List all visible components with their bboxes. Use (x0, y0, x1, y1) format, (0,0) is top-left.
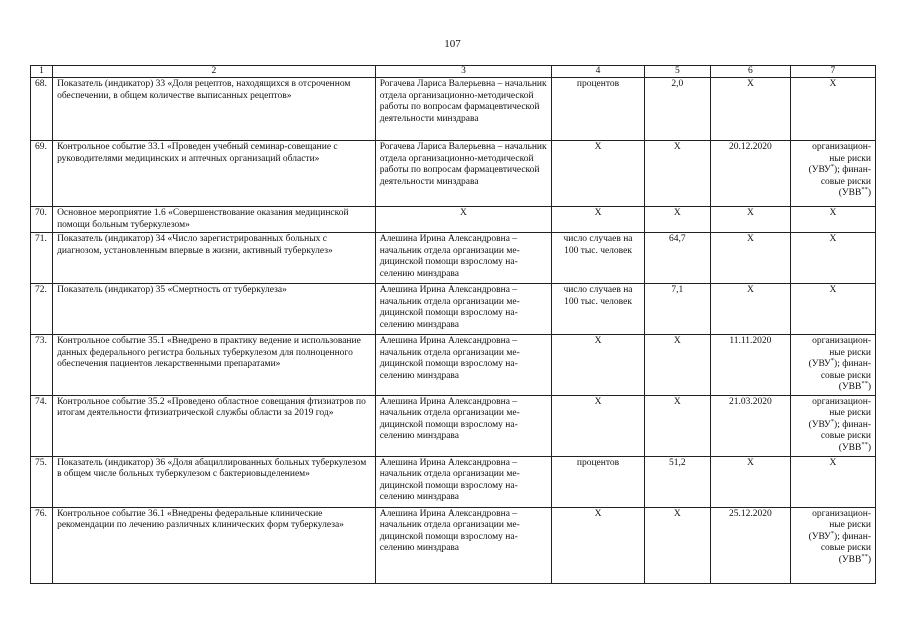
table-row (31, 78, 876, 141)
risk-line: (УВВ**) (838, 552, 871, 565)
row-unit: X (552, 141, 644, 207)
risk-line: (УВУ*); финан- (808, 356, 871, 369)
row-number: 70. (31, 207, 53, 233)
row-risk: X (790, 456, 875, 507)
risk-line: совые риски (820, 431, 871, 441)
row-responsible: Алешина Ирина Александровна – начальник отдела организации медицинской помощи взрослому населению минздрава (375, 507, 552, 583)
risk-line: совые риски (820, 370, 871, 381)
row-name: Контрольное событие 33.1 «Проведен учебный семинар-совещание с руководителями медицинских и аптечных организаций области» (53, 141, 376, 207)
table-row (31, 507, 876, 583)
column-header: 7 (790, 66, 875, 78)
column-header: 3 (375, 66, 552, 78)
row-value: X (644, 335, 710, 396)
risk-line: (УВУ*); финан- (808, 162, 871, 175)
row-responsible: Рогачева Лариса Валерьевна – начальник отдела организационно-методической работы по вопросам фармацевтической деятельности минздрава (375, 141, 552, 207)
row-name: Контрольное событие 35.1 «Внедрено в практику ведение и использование данных федерального регистра больных туберкулезом для полноценного обеспечения пациентов лекарственными препаратами» (53, 335, 376, 396)
risk-line: организацион- (812, 142, 871, 152)
risk-line: организацион- (812, 336, 871, 346)
row-unit: X (552, 335, 644, 396)
row-number: 68. (31, 78, 53, 141)
column-header: 6 (710, 66, 790, 78)
risk-line: совые риски (820, 176, 871, 187)
row-name: Показатель (индикатор) 34 «Число зарегистрированных больных с диагнозом, установленным впервые в жизни, активный туберкулез» (53, 233, 376, 284)
row-unit: процентов (552, 78, 644, 141)
risk-line: ные риски (829, 408, 871, 418)
column-header: 4 (552, 66, 644, 78)
risk-line: ные риски (829, 153, 871, 164)
column-header: 1 (31, 66, 53, 78)
row-number: 73. (31, 335, 53, 396)
table-row (31, 395, 876, 456)
row-value: 7,1 (644, 284, 710, 335)
row-number: 76. (31, 507, 53, 583)
table-row (31, 456, 876, 507)
risk-line: организацион- (812, 508, 871, 519)
row-date: 25.12.2020 (710, 507, 790, 583)
row-number: 69. (31, 141, 53, 207)
row-number: 72. (31, 284, 53, 335)
row-name: Показатель (индикатор) 33 «Доля рецептов, находящихся в отсроченном обеспечении, в общем количестве выписанных рецептов» (53, 78, 376, 141)
row-risk: X (790, 233, 875, 284)
row-responsible: Алешина Ирина Александровна – начальник отдела организации медицинской помощи взрослому населению минздрава (375, 284, 552, 335)
row-responsible: Алешина Ирина Александровна – начальник отдела организации медицинской помощи взрослому населению минздрава (375, 456, 552, 507)
row-risk: X (790, 78, 875, 141)
page-number: 107 (444, 38, 461, 50)
row-unit: число случаев на 100 тыс. человек (552, 233, 644, 284)
indicators-table (30, 65, 876, 584)
row-name: Контрольное событие 35.2 «Проведено областное совещания фтизиатров по итогам деятельности фтизиатрической службы области за 2019 год» (53, 395, 376, 456)
row-value: 64,7 (644, 233, 710, 284)
risk-line: ные риски (829, 347, 871, 358)
row-value: X (644, 207, 710, 233)
risk-line: (УВВ**) (838, 185, 871, 198)
row-date: 11.11.2020 (710, 335, 790, 396)
row-risk (790, 507, 875, 583)
row-value: X (644, 507, 710, 583)
row-number: 75. (31, 456, 53, 507)
risk-line: (УВВ**) (838, 440, 871, 453)
row-value: X (644, 395, 710, 456)
row-risk: X (790, 284, 875, 335)
row-date: 20.12.2020 (710, 141, 790, 207)
table-header-row (31, 66, 876, 78)
table-row (31, 284, 876, 335)
row-number: 74. (31, 395, 53, 456)
row-name: Показатель (индикатор) 35 «Смертность от туберкулеза» (53, 284, 376, 335)
row-date: X (710, 78, 790, 141)
row-unit: процентов (552, 456, 644, 507)
row-responsible: Алешина Ирина Александровна – начальник отдела организации медицинской помощи взрослому населению минздрава (375, 395, 552, 456)
row-responsible: Алешина Ирина Александровна – начальник отдела организации медицинской помощи взрослому населению минздрава (375, 335, 552, 396)
row-risk: X (790, 207, 875, 233)
row-name: Контрольное событие 36.1 «Внедрены федеральные клинические рекомендации по лечению различных клинических форм туберкулеза» (53, 507, 376, 583)
column-header: 2 (53, 66, 376, 78)
risk-line: (УВУ*); финан- (808, 529, 871, 542)
risk-line: (УВВ**) (838, 379, 871, 392)
row-unit: X (552, 207, 644, 233)
row-risk (790, 335, 875, 396)
table-row (31, 233, 876, 284)
row-number: 71. (31, 233, 53, 284)
column-header: 5 (644, 66, 710, 78)
row-risk (790, 141, 875, 207)
table-row (31, 207, 876, 233)
row-value: 51,2 (644, 456, 710, 507)
row-date: 21.03.2020 (710, 395, 790, 456)
table-row (31, 335, 876, 396)
row-responsible: Рогачева Лариса Валерьевна – начальник отдела организационно-методической работы по вопросам фармацевтической деятельности минздрава (375, 78, 552, 141)
risk-line: организацион- (812, 396, 871, 407)
row-value: 2,0 (644, 78, 710, 141)
row-name: Показатель (индикатор) 36 «Доля абациллированных больных туберкулезом в общем числе больных туберкулезом с бактериовыделением» (53, 456, 376, 507)
row-value: X (644, 141, 710, 207)
row-responsible: Алешина Ирина Александровна – начальник отдела организации медицинской помощи взрослому населению минздрава (375, 233, 552, 284)
row-unit: X (552, 395, 644, 456)
table-row (31, 141, 876, 207)
row-unit: число случаев на 100 тыс. человек (552, 284, 644, 335)
risk-line: совые риски (820, 543, 871, 553)
row-date: X (710, 456, 790, 507)
risk-line: (УВУ*); финан- (808, 417, 871, 430)
row-unit: X (552, 507, 644, 583)
risk-line: ные риски (829, 520, 871, 530)
row-date: X (710, 207, 790, 233)
row-risk (790, 395, 875, 456)
row-name: Основное мероприятие 1.6 «Совершенствование оказания медицинской помощи больным туберкулезом» (53, 207, 376, 233)
row-responsible: X (375, 207, 552, 233)
row-date: X (710, 233, 790, 284)
row-date: X (710, 284, 790, 335)
